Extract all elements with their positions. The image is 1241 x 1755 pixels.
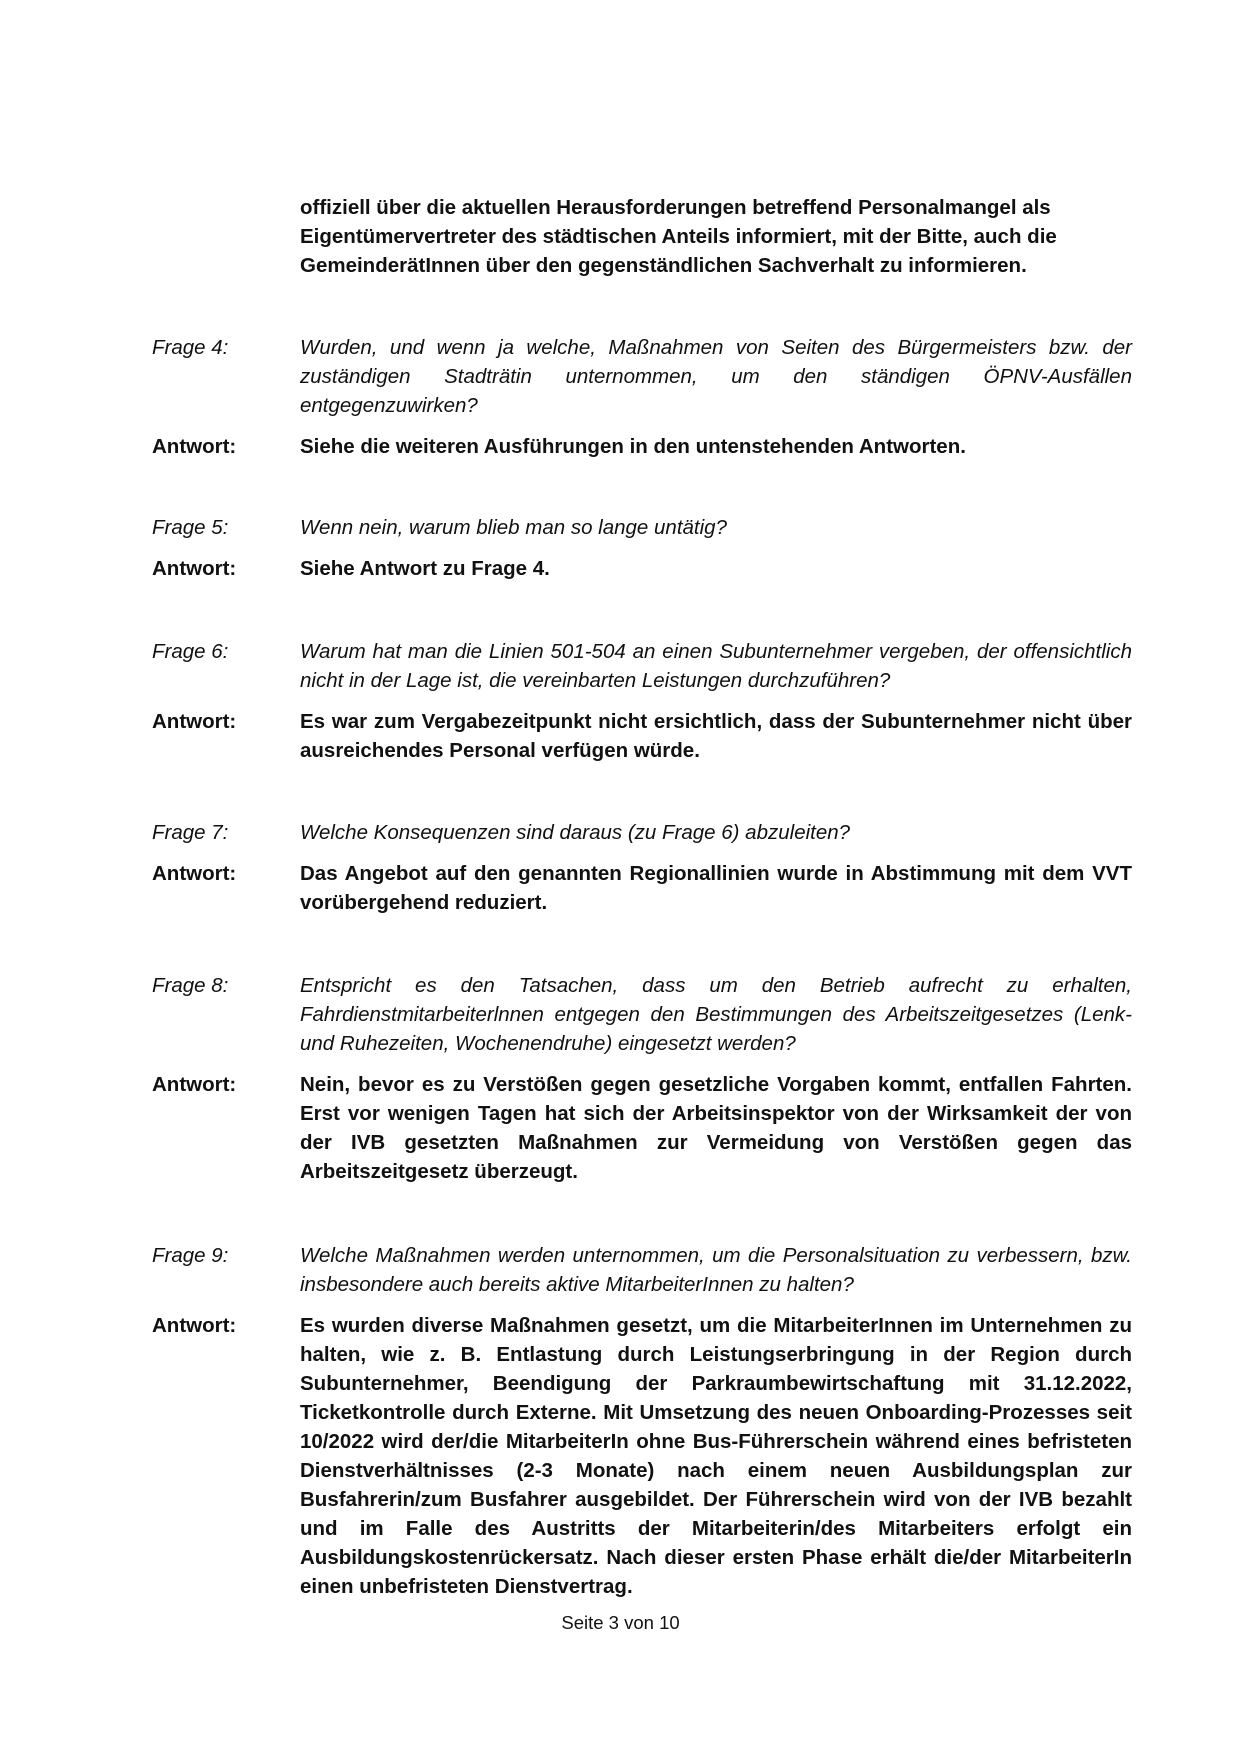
answer-text: Das Angebot auf den genannten Regionallinien wurde in Abstimmung mit dem VVT vorübergehend reduziert.	[300, 862, 1132, 914]
question-label: Frage 9:	[152, 1244, 229, 1267]
answer-row	[152, 1070, 1132, 1186]
page-number-footer: Seite 3 von 10	[561, 1612, 680, 1633]
qa-block-frage-5	[152, 513, 1132, 583]
answer-label: Antwort:	[152, 435, 237, 458]
question-label: Frage 8:	[152, 974, 229, 997]
answer-label: Antwort:	[152, 1314, 237, 1337]
answer-row	[152, 859, 1132, 917]
answer-text: Es wurden diverse Maßnahmen gesetzt, um die MitarbeiterInnen im Unternehmen zu halten, wie z. B. Entlastung durch Leistungserbringung in der Region durch Subunternehmer, Beendigung der Parkraumbewirtschaftung mit 31.12.2022, Ticketkontrolle durch Externe. Mit Umsetzung des neuen Onboarding-Prozesses seit 10/2022 wird der/die MitarbeiterIn ohne Bus-Führerschein während eines befristeten Dienstverhältnisses (2-3 Monate) nach einem neuen Ausbildungsplan zur Busfahrerin/zum Busfahrer ausgebildet. Der Führerschein wird von der IVB bezahlt und im Falle des Austritts der Mitarbeiterin/des Mitarbeiters erfolgt ein Ausbildungskostenrückersatz. Nach dieser ersten Phase erhält die/der MitarbeiterIn einen unbefristeten Dienstvertrag.	[300, 1314, 1132, 1598]
qa-block-frage-8	[152, 971, 1132, 1186]
question-label: Frage 4:	[152, 336, 229, 359]
question-text: Welche Konsequenzen sind daraus (zu Frage 6) abzuleiten?	[300, 821, 851, 844]
answer-text: Siehe die weiteren Ausführungen in den untenstehenden Antworten.	[300, 435, 966, 458]
answer-label: Antwort:	[152, 1073, 237, 1096]
question-text: Welche Maßnahmen werden unternommen, um die Personalsituation zu verbessern, bzw. insbesondere auch bereits aktive MitarbeiterInnen zu halten?	[300, 1244, 1132, 1296]
question-text: Entspricht es den Tatsachen, dass um den Betrieb aufrecht zu erhalten, Fahrdienstmitarbeiterlnnen entgegen den Bestimmungen des Arbeitszeitgesetzes (Lenk- und Ruhezeiten, Wochenendruhe) eingesetzt werden?	[300, 974, 1132, 1055]
qa-block-frage-9	[152, 1241, 1132, 1601]
answer-text: Es war zum Vergabezeitpunkt nicht ersichtlich, dass der Subunternehmer nicht über ausreichendes Personal verfügen würde.	[300, 710, 1132, 762]
question-text: Warum hat man die Linien 501-504 an einen Subunternehmer vergeben, der offensichtlich nicht in der Lage ist, die vereinbarten Leistungen durchzuführen?	[300, 640, 1132, 692]
question-label: Frage 7:	[152, 821, 229, 844]
answer-label: Antwort:	[152, 557, 237, 580]
question-label: Frage 6:	[152, 640, 229, 663]
question-row	[152, 971, 1132, 1058]
question-row	[152, 333, 1132, 420]
answer-row	[152, 554, 1132, 583]
qa-block-frage-6	[152, 637, 1132, 765]
question-text: Wenn nein, warum blieb man so lange untätig?	[300, 516, 727, 539]
question-text: Wurden, und wenn ja welche, Maßnahmen von Seiten des Bürgermeisters bzw. der zuständigen Stadträtin unternommen, um den ständigen ÖPNV-Ausfällen entgegenzuwirken?	[300, 336, 1132, 417]
question-label: Frage 5:	[152, 516, 229, 539]
question-row	[152, 513, 1132, 542]
intro-paragraph: offiziell über die aktuellen Herausforderungen betreffend Personalmangel als Eigentümervertreter des städtischen Anteils informiert, mit der Bitte, auch die GemeinderätInnen über den gegenständlichen Sachverhalt zu informieren.	[300, 196, 1057, 277]
qa-block-frage-4	[152, 333, 1132, 461]
answer-label: Antwort:	[152, 862, 237, 885]
question-row	[152, 818, 1132, 847]
answer-label: Antwort:	[152, 710, 237, 733]
answer-row	[152, 1311, 1132, 1601]
qa-block-frage-7	[152, 818, 1132, 917]
answer-row	[152, 707, 1132, 765]
answer-text: Nein, bevor es zu Verstößen gegen gesetzliche Vorgaben kommt, entfallen Fahrten. Erst vor wenigen Tagen hat sich der Arbeitsinspektor von der Wirksamkeit der von der IVB gesetzten Maßnahmen zur Vermeidung von Verstößen gegen das Arbeitszeitgesetz überzeugt.	[300, 1073, 1132, 1183]
answer-text: Siehe Antwort zu Frage 4.	[300, 557, 550, 580]
answer-row	[152, 432, 1132, 461]
question-row	[152, 637, 1132, 695]
question-row	[152, 1241, 1132, 1299]
